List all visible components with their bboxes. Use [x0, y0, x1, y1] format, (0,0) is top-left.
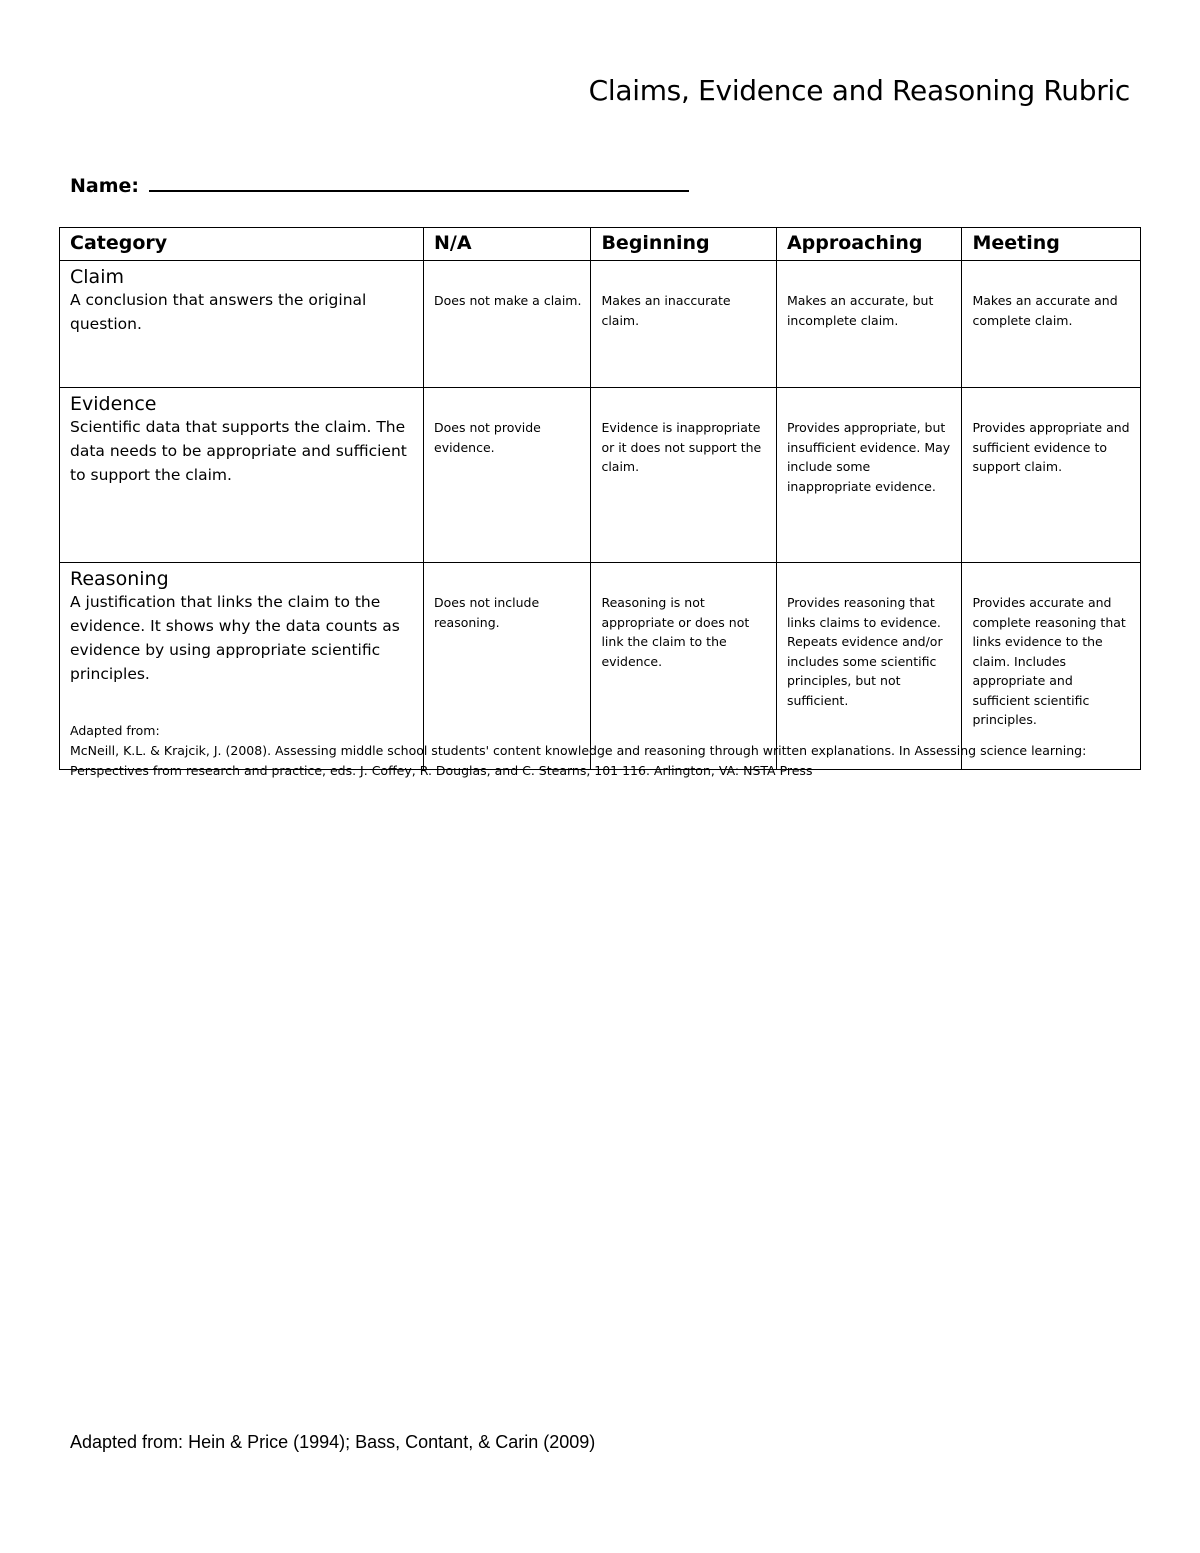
category-name: Claim: [70, 266, 124, 288]
meeting-cell: Makes an accurate and complete claim.: [962, 261, 1141, 388]
footer-note: Adapted from: Hein & Price (1994); Bass, Contant, & Carin (2009): [70, 1432, 596, 1452]
page-title: Claims, Evidence and Reasoning Rubric: [588, 74, 1130, 107]
category-description: A justification that links the claim to the evidence. It shows why the data counts as evidence by using appropriate scientific principles.: [70, 593, 400, 683]
beginning-cell: Evidence is inappropriate or it does not support the claim.: [591, 388, 777, 563]
category-description: A conclusion that answers the original question.: [70, 291, 367, 333]
name-label: Name:: [70, 175, 140, 197]
citation-line: McNeill, K.L. & Krajcik, J. (2008). Assessing middle school students' content knowledge and reasoning through written explanations. In Assessing science learning:: [70, 743, 1087, 758]
citation-block: [70, 721, 1150, 781]
category-cell: [60, 388, 424, 563]
header-meeting: Meeting: [962, 228, 1141, 261]
category-name: Evidence: [70, 393, 157, 415]
na-cell: Does not include reasoning.: [424, 563, 591, 770]
table-row: [60, 388, 1141, 563]
approaching-cell: Provides reasoning that links claims to evidence. Repeats evidence and/or includes some scientific principles, but not sufficient.: [776, 563, 962, 770]
na-cell: Does not provide evidence.: [424, 388, 591, 563]
header-na: N/A: [424, 228, 591, 261]
na-cell: Does not make a claim.: [424, 261, 591, 388]
category-cell: [60, 261, 424, 388]
beginning-cell: Makes an inaccurate claim.: [591, 261, 777, 388]
category-name: Reasoning: [70, 568, 169, 590]
table-row: [60, 261, 1141, 388]
approaching-cell: Makes an accurate, but incomplete claim.: [776, 261, 962, 388]
header-approaching: Approaching: [776, 228, 962, 261]
header-beginning: Beginning: [591, 228, 777, 261]
meeting-cell: Provides accurate and complete reasoning that links evidence to the claim. Includes appropriate and sufficient scientific principles.: [962, 563, 1141, 770]
citation-line: Perspectives from research and practice, eds. J. Coffey, R. Douglas, and C. Stearns, 101 116. Arlington, VA: NSTA Press: [70, 763, 813, 778]
name-blank-line[interactable]: [149, 172, 689, 192]
table-header-row: [60, 228, 1141, 261]
category-description: Scientific data that supports the claim. The data needs to be appropriate and sufficient to support the claim.: [70, 418, 407, 484]
approaching-cell: Provides appropriate, but insufficient evidence. May include some inappropriate evidence.: [776, 388, 962, 563]
name-field-row: [70, 172, 689, 197]
citation-label: Adapted from:: [70, 723, 160, 738]
header-category: Category: [60, 228, 424, 261]
beginning-cell: Reasoning is not appropriate or does not link the claim to the evidence.: [591, 563, 777, 770]
rubric-table: [59, 227, 1141, 770]
meeting-cell: Provides appropriate and sufficient evidence to support claim.: [962, 388, 1141, 563]
